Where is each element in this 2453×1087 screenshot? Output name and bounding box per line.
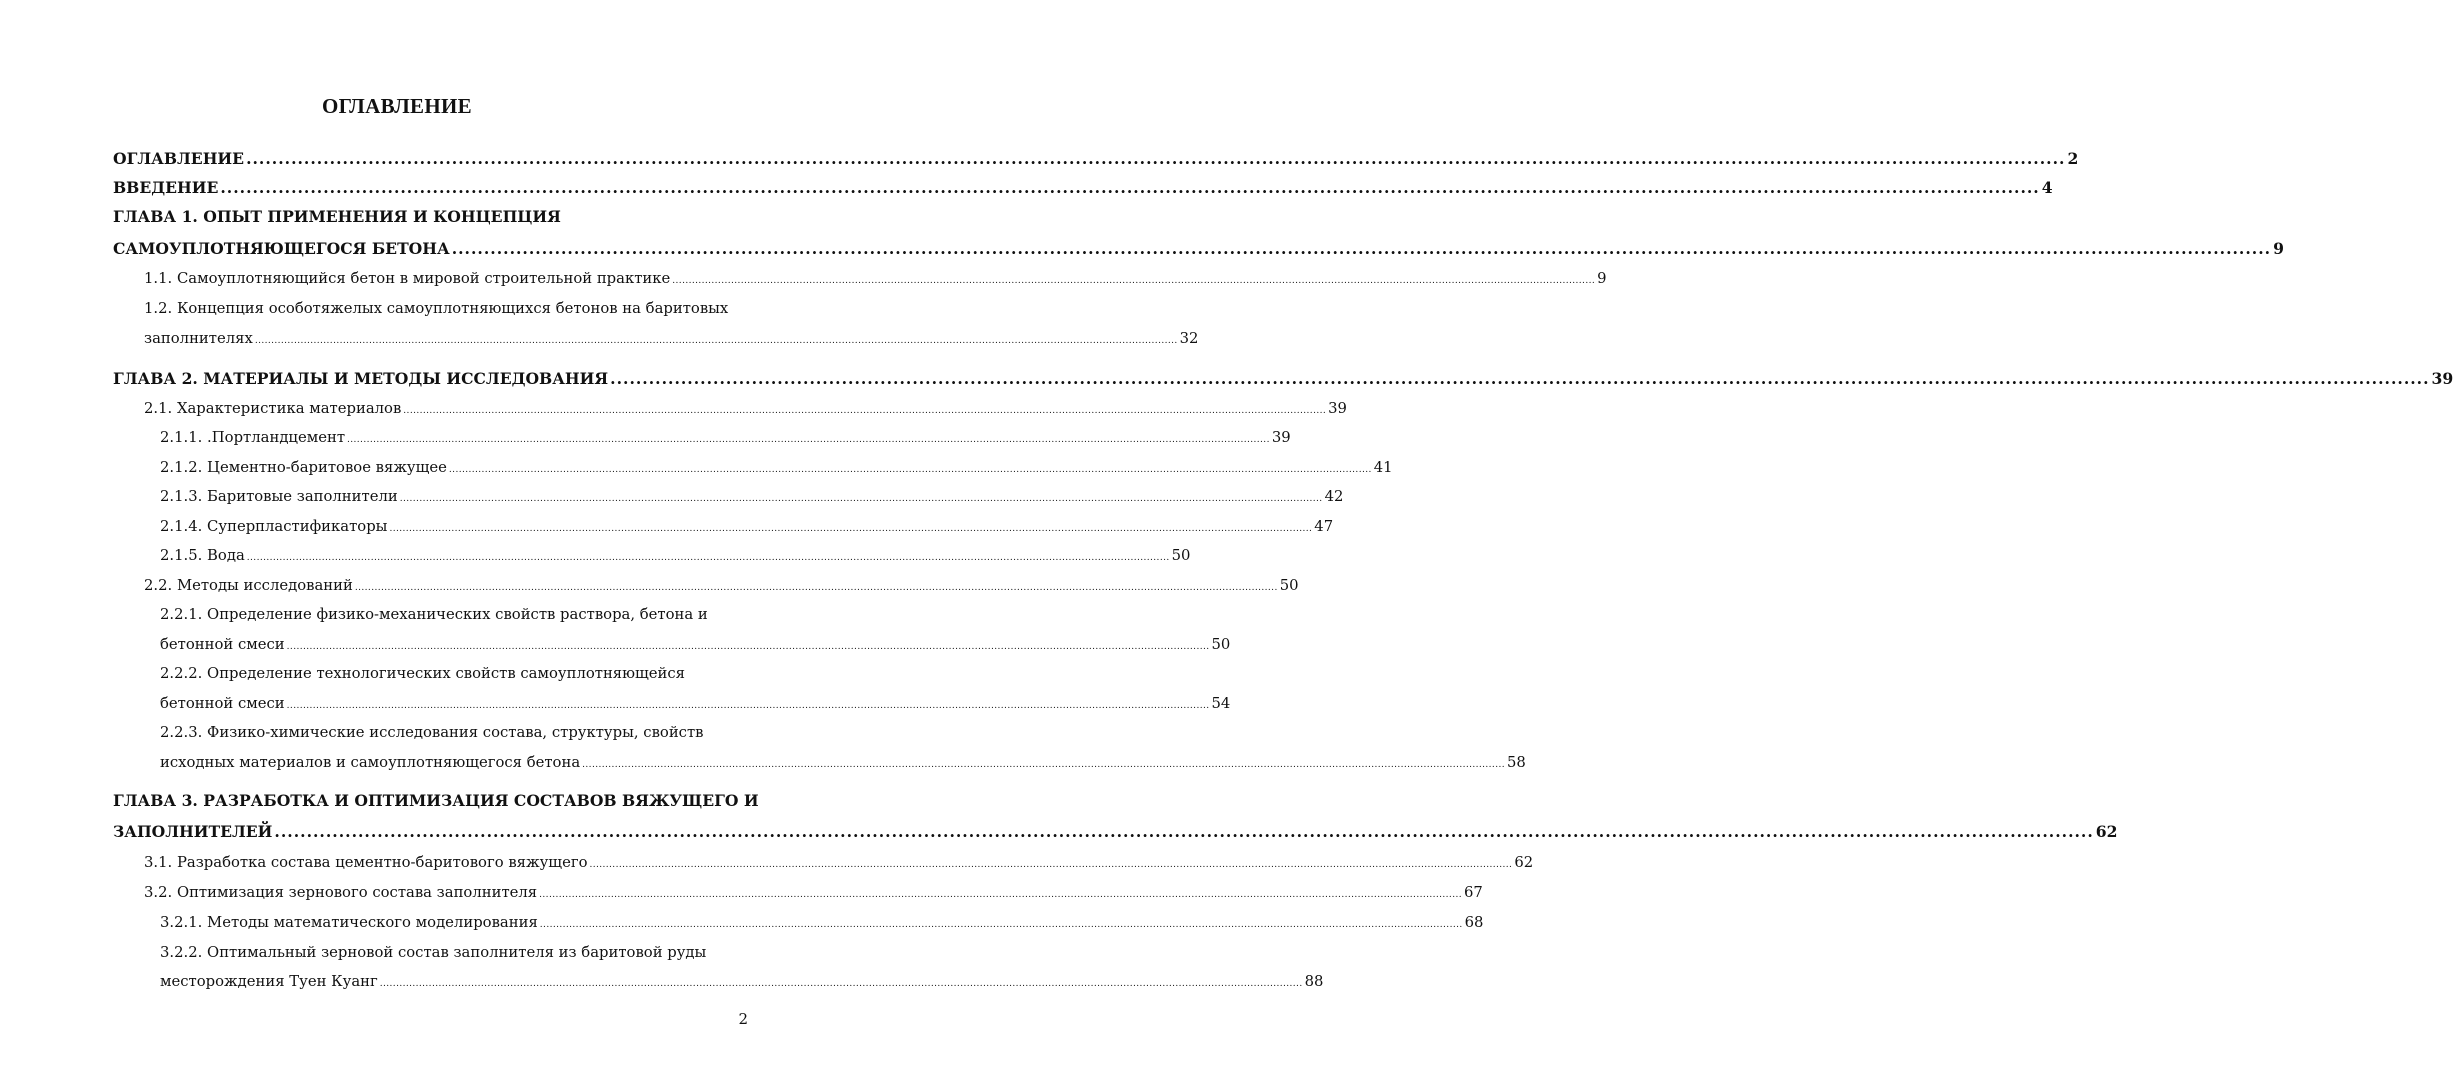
- dot-leader: ...........................................................................................................................................................................................................................................................................................: [610, 369, 2430, 388]
- dot-leader: ...........................................................................................................................................................................................................................................................................................: [672, 276, 1596, 286]
- toc-entry-2-1[interactable]: [144, 396, 1347, 422]
- toc-entry-chapter1-line1[interactable]: ГЛАВА 1. ОПЫТ ПРИМЕНЕНИЯ И КОНЦЕПЦИЯ: [113, 207, 561, 226]
- toc-entry-2-2-3-line1[interactable]: 2.2.3. Физико-химические исследования состава, структуры, свойств: [160, 724, 704, 741]
- toc-entry-1-2[interactable]: [144, 326, 1199, 352]
- toc-page-number: 68: [1464, 914, 1484, 931]
- toc-entry-3-2-1[interactable]: [160, 910, 1484, 936]
- dot-leader: ...........................................................................................................................................................................................................................................................................................: [246, 149, 2066, 168]
- dot-leader: ...........................................................................................................................................................................................................................................................................................: [220, 178, 2040, 197]
- dot-leader: ...........................................................................................................................................................................................................................................................................................: [254, 336, 1178, 346]
- toc-entry-chapter2[interactable]: [113, 366, 2453, 392]
- dot-leader: ...........................................................................................................................................................................................................................................................................................: [451, 239, 2272, 258]
- dot-leader: ...........................................................................................................................................................................................................................................................................................: [589, 860, 1513, 870]
- toc-entry-text: ОГЛАВЛЕНИЕ: [113, 149, 245, 168]
- page-title: ОГЛАВЛЕНИЕ: [322, 94, 472, 118]
- toc-page-number: 39: [1328, 400, 1347, 417]
- toc-entry-chapter3-line1[interactable]: ГЛАВА 3. РАЗРАБОТКА И ОПТИМИЗАЦИЯ СОСТАВОВ ВЯЖУЩЕГО И: [113, 791, 759, 810]
- toc-page-number: 39: [2431, 369, 2453, 388]
- toc-entry-3-2-2[interactable]: [160, 969, 1324, 995]
- toc-page-number: 47: [1314, 518, 1334, 535]
- toc-entry-2-2-2[interactable]: [160, 691, 1231, 717]
- toc-page-number: 50: [1171, 547, 1191, 564]
- toc-page-number: 62: [2095, 822, 2118, 841]
- dot-leader: ...........................................................................................................................................................................................................................................................................................: [539, 890, 1462, 900]
- toc-page-number: 54: [1211, 695, 1231, 712]
- toc-entry-2-2-1[interactable]: [160, 632, 1231, 658]
- toc-page-number: 62: [1514, 854, 1534, 871]
- toc-page-number: 2: [2067, 149, 2079, 168]
- toc-entry-text: 3.2. Оптимизация зернового состава заполнителя: [144, 884, 538, 901]
- toc-entry-text: заполнителях: [144, 330, 253, 347]
- toc-entry-text: 2.2. Методы исследований: [144, 577, 353, 594]
- toc-entry-2-1-5[interactable]: [160, 543, 1191, 569]
- toc-page-number: 4: [2041, 178, 2053, 197]
- toc-entry-text: 3.1. Разработка состава цементно-баритового вяжущего: [144, 854, 588, 871]
- dot-leader: ...........................................................................................................................................................................................................................................................................................: [347, 435, 1270, 445]
- toc-entry-2-2-1-line1[interactable]: 2.2.1. Определение физико-механических свойств раствора, бетона и: [160, 606, 708, 623]
- toc-entry-2-2-2-line1[interactable]: 2.2.2. Определение технологических свойств самоуплотняющейся: [160, 665, 686, 682]
- toc-entry-2-2[interactable]: [144, 573, 1299, 599]
- toc-entry-text: 1.1. Самоуплотняющийся бетон в мировой строительной практике: [144, 270, 671, 287]
- toc-page-number: 67: [1463, 884, 1483, 901]
- toc-page-number: 41: [1373, 459, 1393, 476]
- dot-leader: ...........................................................................................................................................................................................................................................................................................: [379, 979, 1303, 989]
- dot-leader: ...........................................................................................................................................................................................................................................................................................: [246, 553, 1170, 563]
- dot-leader: ...........................................................................................................................................................................................................................................................................................: [286, 642, 1210, 652]
- toc-page-number: 50: [1279, 577, 1299, 594]
- dot-leader: ...........................................................................................................................................................................................................................................................................................: [539, 920, 1463, 930]
- toc-entry-2-2-3[interactable]: [160, 750, 1526, 776]
- toc-entry-chapter3[interactable]: [113, 819, 2118, 845]
- dot-leader: ...........................................................................................................................................................................................................................................................................................: [399, 494, 1323, 504]
- toc-page-number: 50: [1211, 636, 1231, 653]
- toc-page-number: 88: [1304, 973, 1324, 990]
- toc-entry-text: 2.1.3. Баритовые заполнители: [160, 488, 398, 505]
- toc-entry-text: ГЛАВА 2. МАТЕРИАЛЫ И МЕТОДЫ ИССЛЕДОВАНИЯ: [113, 369, 609, 388]
- toc-entry-2-1-2[interactable]: [160, 455, 1393, 481]
- dot-leader: ...........................................................................................................................................................................................................................................................................................: [403, 406, 1327, 416]
- toc-entry-1-1[interactable]: [144, 266, 1607, 292]
- toc-page-number: 32: [1179, 330, 1199, 347]
- toc-entry-text: бетонной смеси: [160, 695, 285, 712]
- toc-entry-3-2-2-line1[interactable]: 3.2.2. Оптимальный зерновой состав заполнителя из баритовой руды: [160, 944, 707, 961]
- toc-entry-oglavlenie[interactable]: [113, 146, 2079, 172]
- toc-entry-3-1[interactable]: [144, 850, 1534, 876]
- toc-entry-text: ВВЕДЕНИЕ: [113, 178, 219, 197]
- toc-entry-text: САМОУПЛОТНЯЮЩЕГОСЯ БЕТОНА: [113, 239, 450, 258]
- toc-entry-text: месторождения Туен Куанг: [160, 973, 378, 990]
- toc-page-number: 42: [1324, 488, 1344, 505]
- toc-page-number: 9: [1597, 270, 1607, 287]
- toc-entry-vvedenie[interactable]: [113, 175, 2053, 201]
- toc-page-number: 58: [1506, 754, 1526, 771]
- toc-entry-2-1-3[interactable]: [160, 484, 1344, 510]
- toc-entry-2-1-1[interactable]: [160, 425, 1291, 451]
- toc-entry-text: бетонной смеси: [160, 636, 285, 653]
- toc-entry-text: 2.1.2. Цементно-баритовое вяжущее: [160, 459, 447, 476]
- toc-page-number: 9: [2273, 239, 2284, 258]
- toc-entry-3-2[interactable]: [144, 880, 1483, 906]
- toc-entry-chapter1[interactable]: [113, 236, 2284, 262]
- dot-leader: ...........................................................................................................................................................................................................................................................................................: [582, 760, 1505, 770]
- page-number: 2: [738, 1010, 748, 1028]
- toc-entry-text: 2.1.1. .Портландцемент: [160, 429, 346, 446]
- toc-entry-text: 2.1. Характеристика материалов: [144, 400, 402, 417]
- toc-entry-text: исходных материалов и самоуплотняющегося бетона: [160, 754, 581, 771]
- dot-leader: ...........................................................................................................................................................................................................................................................................................: [274, 822, 2094, 841]
- dot-leader: ...........................................................................................................................................................................................................................................................................................: [389, 524, 1313, 534]
- dot-leader: ...........................................................................................................................................................................................................................................................................................: [354, 583, 1278, 593]
- toc-entry-text: 3.2.1. Методы математического моделирования: [160, 914, 538, 931]
- dot-leader: ...........................................................................................................................................................................................................................................................................................: [286, 701, 1210, 711]
- toc-entry-2-1-4[interactable]: [160, 514, 1334, 540]
- dot-leader: ...........................................................................................................................................................................................................................................................................................: [448, 465, 1372, 475]
- toc-entry-text: 2.1.4. Суперпластификаторы: [160, 518, 388, 535]
- toc-entry-1-2-line1[interactable]: 1.2. Концепция особотяжелых самоуплотняющихся бетонов на баритовых: [144, 300, 729, 317]
- toc-entry-text: ЗАПОЛНИТЕЛЕЙ: [113, 822, 273, 841]
- toc-entry-text: 2.1.5. Вода: [160, 547, 245, 564]
- toc-page-number: 39: [1271, 429, 1291, 446]
